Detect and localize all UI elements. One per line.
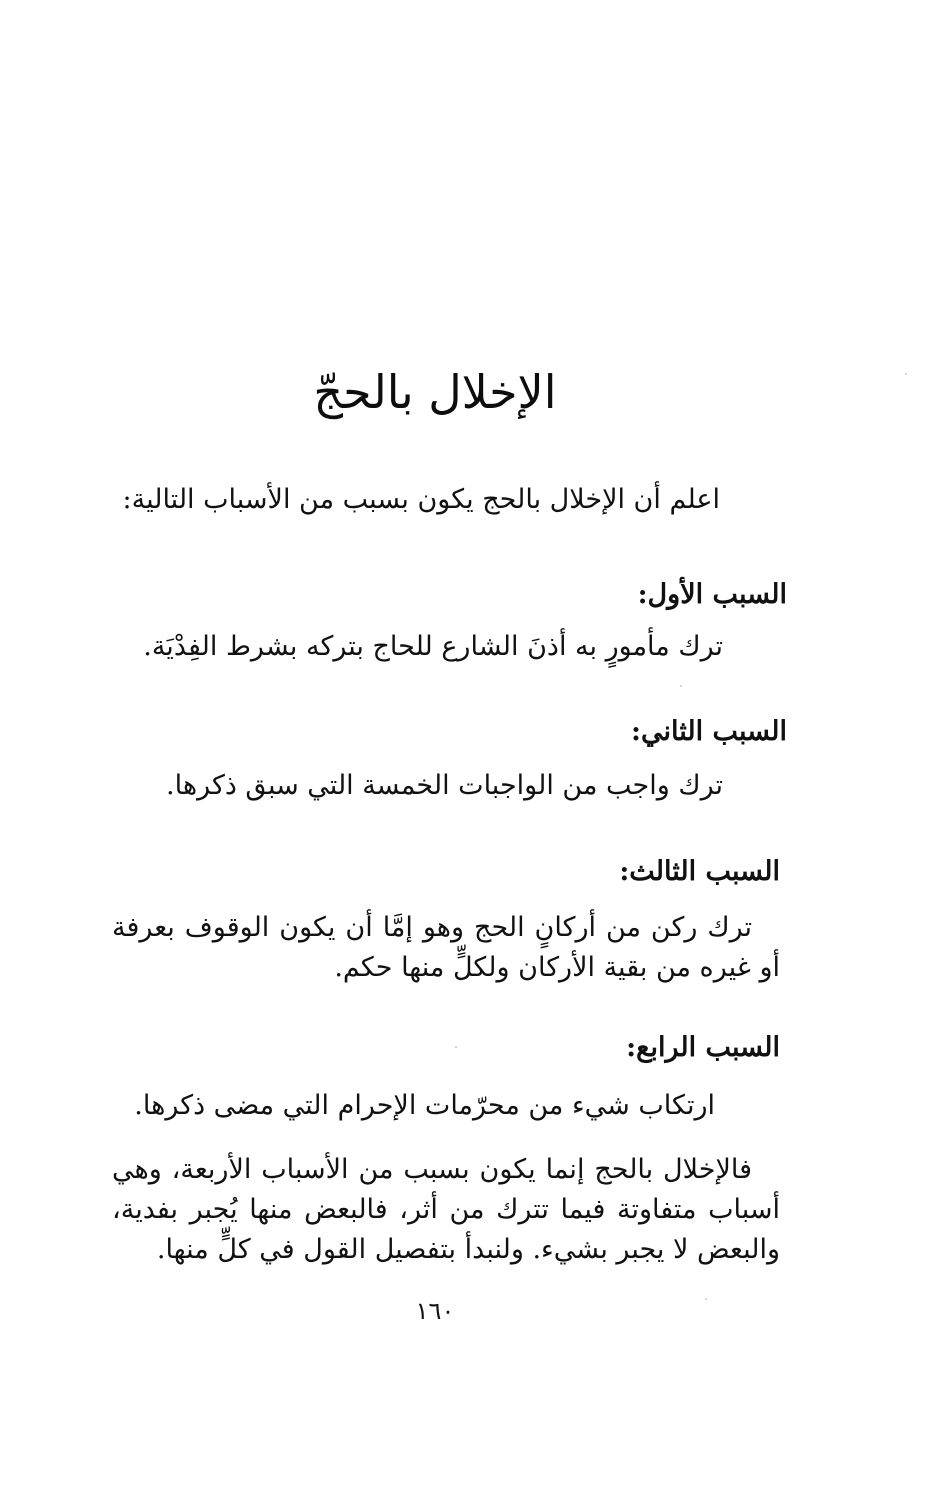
page-number: ١٦٠	[415, 1297, 455, 1325]
section-3-heading: السبب الثالث:	[619, 856, 780, 887]
section-1-text: ترك مأمورٍ به أذنَ الشارع للحاج بتركه بشرط الفِدْيَة.	[143, 631, 723, 662]
chapter-title: الإخلال بالحجّ	[313, 365, 557, 419]
section-4-heading: السبب الرابع:	[626, 1032, 780, 1063]
section-4-text: ارتكاب شيء من محرّمات الإحرام التي مضى ذكرها.	[134, 1090, 715, 1121]
intro-paragraph: اعلم أن الإخلال بالحج يكون بسبب من الأسباب التالية:	[122, 484, 720, 515]
paper-speck	[455, 1046, 457, 1048]
paper-speck	[905, 373, 907, 375]
section-1-heading: السبب الأول:	[637, 579, 787, 610]
section-2-heading: السبب الثاني:	[631, 716, 787, 747]
paper-speck	[680, 685, 682, 687]
closing-paragraph: فالإخلال بالحج إنما يكون بسبب من الأسباب الأربعة، وهي أسباب متفاوتة فيما تترك من أثر، فالبعض منها يُجبر بفدية، والبعض لا يجبر بشيء. ولنبدأ بتفصيل القول في كلٍّ منها.	[112, 1154, 780, 1265]
paper-speck	[705, 1298, 707, 1300]
section-2-text: ترك واجب من الواجبات الخمسة التي سبق ذكرها.	[166, 770, 723, 801]
section-3-text: ترك ركن من أركانٍ الحج وهو إمَّا أن يكون الوقوف بعرفة أو غيره من بقية الأركان ولكلٍّ منها حكم.	[112, 912, 780, 983]
